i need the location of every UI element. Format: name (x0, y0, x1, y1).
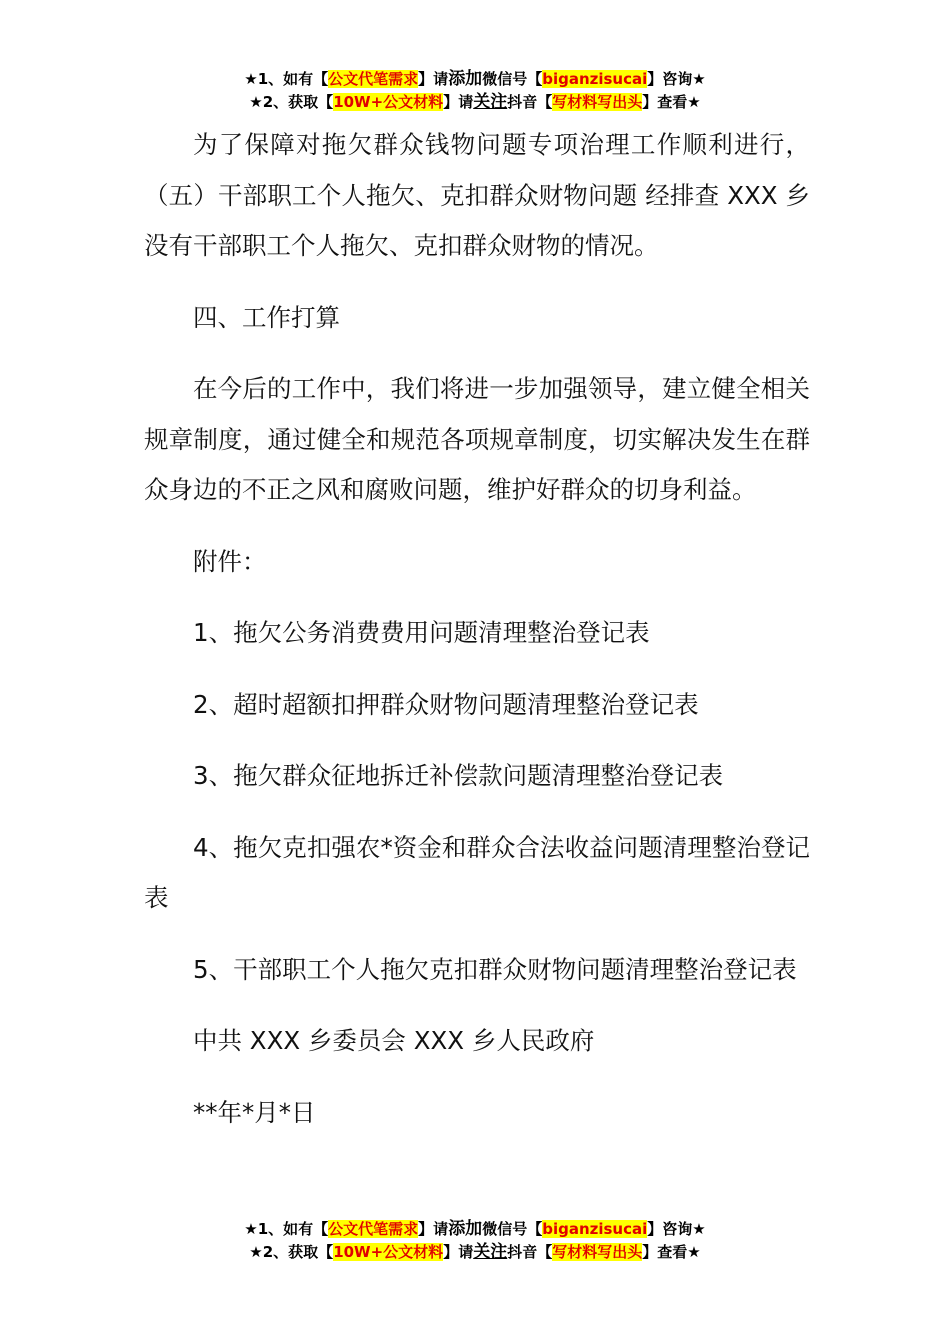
promo-line-2 (0, 1241, 950, 1264)
promo-line-1 (0, 68, 950, 91)
promo-text: 微信号【 (482, 1220, 543, 1238)
promo-emphasis: 添加 (448, 1219, 483, 1239)
promo-text: ★1、如有【 (244, 70, 329, 88)
promo-text: ★2、获取【 (249, 1243, 334, 1261)
attachment-item: 1、拖欠公务消费费用问题清理整治登记表 (193, 618, 650, 647)
promo-line-1 (0, 1218, 950, 1241)
promo-text: 】请 (443, 93, 474, 111)
promo-text: ★1、如有【 (244, 1220, 329, 1238)
promo-emphasis: 添加 (448, 69, 483, 89)
promo-text: 微信号【 (482, 70, 543, 88)
promo-text: 】查看★ (642, 1243, 701, 1261)
promo-douyin-id: 写材料写出头 (552, 1243, 643, 1261)
promo-text: 抖音【 (507, 1243, 553, 1261)
promo-banner-bottom (0, 1218, 950, 1264)
paragraph-work-plan: 在今后的工作中，我们将进一步加强领导，建立健全相关规章制度，通过健全和规范各项规章制度，切实解决发生在群众身边的不正之风和腐败问题，维护好群众的切身利益。 (144, 374, 810, 504)
attachment-item: 2、超时超额扣押群众财物问题清理整治登记表 (193, 689, 699, 719)
promo-highlight: 公文代笔需求 (328, 70, 419, 88)
paragraph-intro: 为了保障对拖欠群众钱物问题专项治理工作顺利进行，（五）干部职工个人拖欠、克扣群众财物问题 经排查 XXX 乡没有干部职工个人拖欠、克扣群众财物的情况。 (144, 130, 810, 260)
attachment-item: 4、拖欠克扣强农*资金和群众合法收益问题清理整治登记表 (144, 832, 810, 912)
promo-highlight: 10W+公文材料 (333, 1243, 444, 1261)
promo-text: 】咨询★ (647, 70, 706, 88)
promo-text: 抖音【 (507, 93, 553, 111)
attachment-item: 3、拖欠群众征地拆迁补偿款问题清理整治登记表 (193, 761, 724, 790)
attachments-heading: 附件： (193, 546, 267, 576)
promo-emphasis: 关注 (473, 1242, 508, 1262)
promo-text: ★2、获取【 (249, 93, 334, 111)
promo-douyin-id: 写材料写出头 (552, 93, 643, 111)
promo-emphasis: 关注 (473, 92, 508, 112)
section-heading-work-plan: 四、工作打算 (193, 302, 340, 332)
promo-text: 】请 (418, 70, 449, 88)
promo-highlight: 公文代笔需求 (328, 1220, 419, 1238)
document-body (144, 120, 810, 1138)
promo-highlight: 10W+公文材料 (333, 93, 444, 111)
promo-banner-top (0, 68, 950, 114)
promo-text: 】查看★ (642, 93, 701, 111)
promo-text: 】咨询★ (647, 1220, 706, 1238)
promo-line-2 (0, 91, 950, 114)
promo-text: 】请 (418, 1220, 449, 1238)
date: **年*月*日 (193, 1097, 316, 1127)
attachment-item: 5、干部职工个人拖欠克扣群众财物问题清理整治登记表 (193, 954, 797, 984)
promo-text: 】请 (443, 1243, 474, 1261)
promo-wechat-id: biganzisucai (542, 70, 648, 88)
signature: 中共 XXX 乡委员会 XXX 乡人民政府 (193, 1026, 595, 1055)
promo-wechat-id: biganzisucai (542, 1220, 648, 1238)
